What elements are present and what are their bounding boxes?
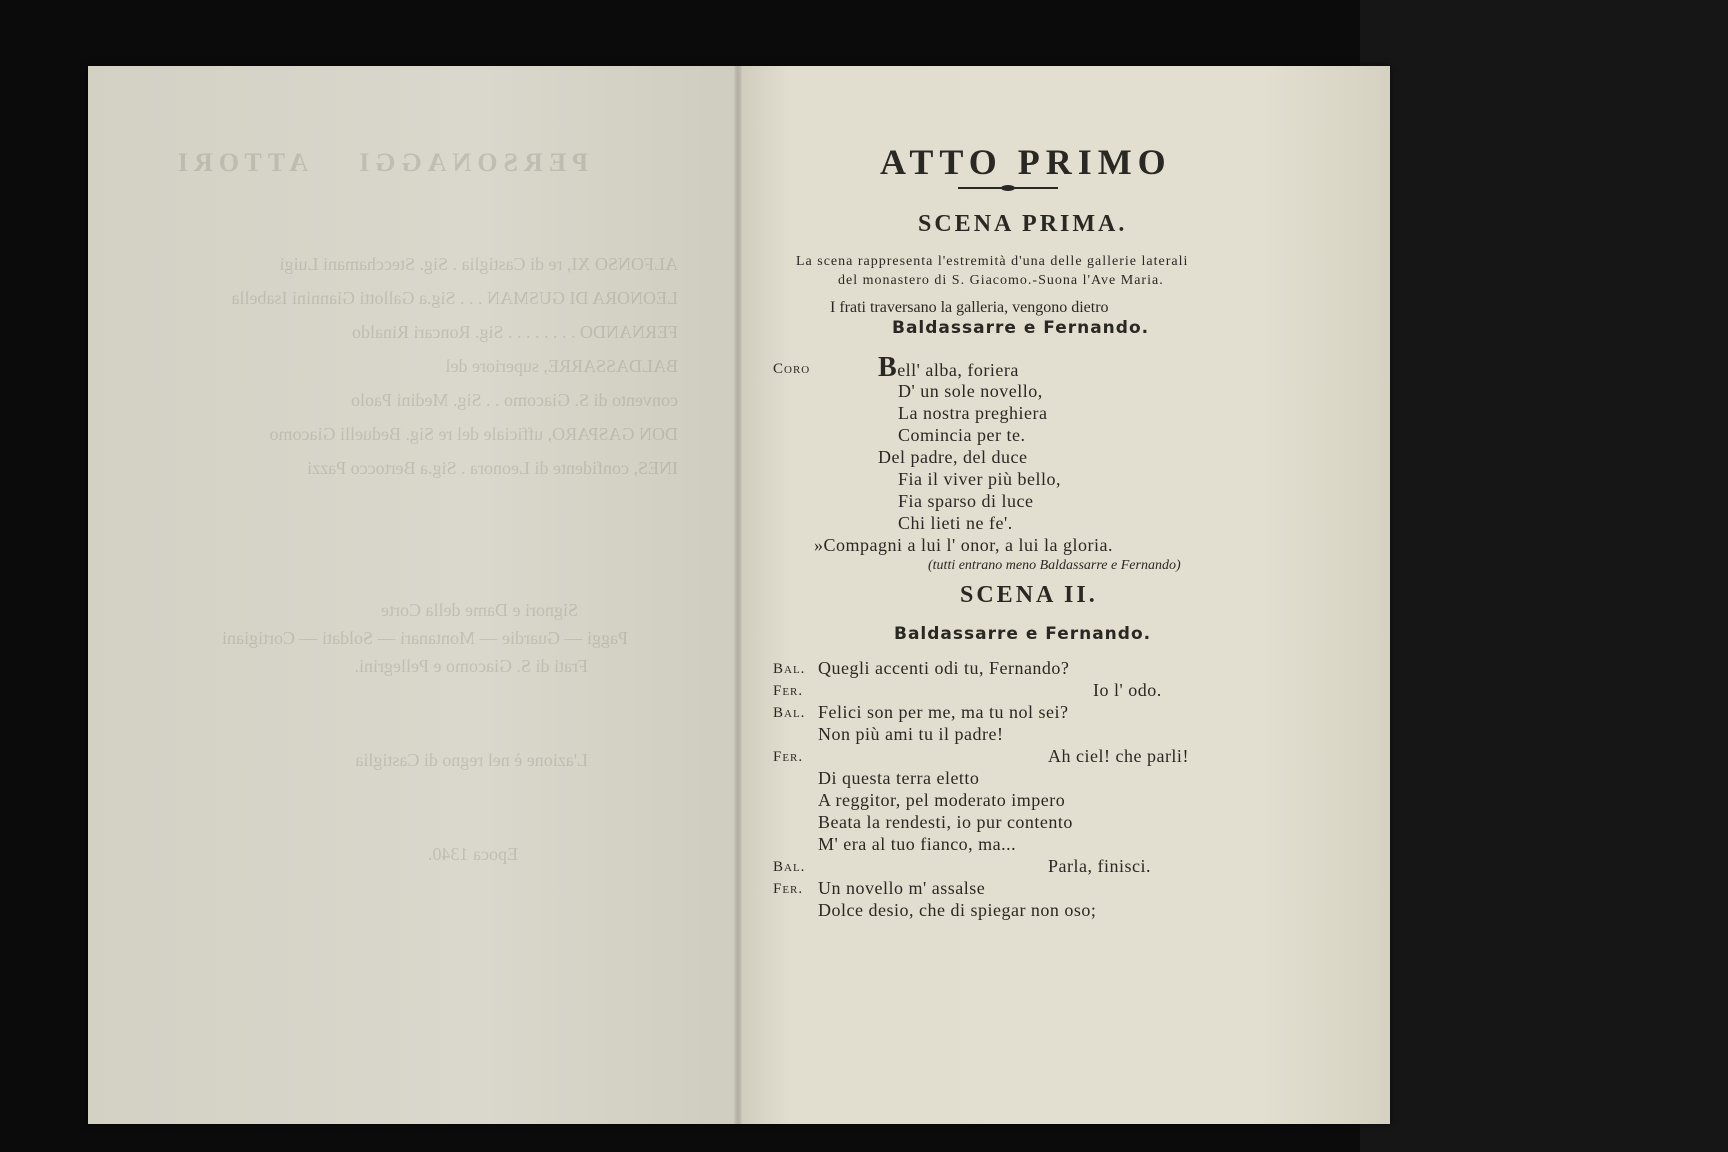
speaker-label: Bal. [773,705,806,721]
bleed-line: L'azione è nel regno di Castiglia [355,750,588,770]
bleed-line: INES, confidente di Leonora . Sig.a Bertocco Pazzi [307,458,678,478]
scene1-description-line1: La scena rappresenta l'estremità d'una delle gallerie laterali [796,254,1189,269]
dialogue-line: Felici son per me, ma tu nol sei? [818,702,1069,722]
bleed-header-attori: ATTORI [171,148,308,177]
bleed-header-personaggi: PERSONAGGI [353,148,588,177]
speaker-label: Bal. [773,661,806,677]
bleed-line: convento di S. Giacomo . . Sig. Medini Paolo [351,390,678,410]
dialogue-line: Beata la rendesti, io pur contento [818,812,1073,832]
bleed-line: ALFONSO XI, re di Castiglia . Sig. Stecchamani Luigi [279,254,678,274]
coro-line: Fia il viver più bello, [898,469,1061,489]
coro-first-line-text: ell' alba, foriera [897,360,1019,380]
dialogue-line: Dolce desio, che di spiegar non oso; [818,900,1097,920]
scene1-characters: Baldassarre e Fernando. [892,318,1150,338]
coro-line: Fia sparso di luce [898,491,1034,511]
speaker-label: Fer. [773,683,804,699]
scene1-title: SCENA PRIMA. [918,211,1128,237]
act-title: ATTO PRIMO [880,142,1172,182]
bleed-line: BALDASSARRE, superiore del [445,356,678,376]
bleed-line: DON GASPARO, ufficiale del re Sig. Beduelli Giacomo [269,424,678,444]
coro-first-line [878,352,1019,384]
coro-line: Comincia per te. [898,425,1026,445]
coro-line: Del padre, del duce [878,447,1028,467]
coro-line: »Compagni a lui l' onor, a lui la gloria. [814,535,1113,555]
right-page [738,66,1390,1124]
speaker-label: Bal. [773,859,806,875]
stage-direction: (tutti entrano meno Baldassarre e Fernando) [928,558,1181,573]
bleed-line: Frati di S. Giacomo e Pellegrini. [354,656,588,676]
speaker-label: Fer. [773,881,804,897]
open-book [88,66,1390,1124]
bleed-line: Paggi — Guardie — Montanari — Soldati — Cortigiani [222,628,628,648]
scene2-title: SCENA II. [960,582,1098,608]
dialogue-line: Quegli accenti odi tu, Fernando? [818,658,1070,678]
bleed-through-text [88,66,738,1124]
book-gutter [734,66,742,1124]
left-page [88,66,738,1124]
speaker-label: Fer. [773,749,804,765]
ornament-dot [1001,185,1015,191]
background [1360,0,1728,1152]
scene1-description-line2: del monastero di S. Giacomo.-Suona l'Ave Maria. [838,273,1164,288]
dialogue-line: Un novello m' assalse [818,878,986,898]
dialogue-line: Di questa terra eletto [818,768,980,788]
bleed-line: Signori e Dame della Corte [381,600,578,620]
drop-cap: B [878,352,898,383]
bleed-line: Epoca 1340. [428,844,518,864]
scene1-action: I frati traversano la galleria, vengono dietro [830,299,1109,316]
dialogue-line: Parla, finisci. [1048,856,1151,876]
dialogue-line: Ah ciel! che parli! [1048,746,1189,766]
scene2-characters: Baldassarre e Fernando. [894,624,1152,644]
dialogue-line: Non più ami tu il padre! [818,724,1004,744]
dialogue-line: Io l' odo. [1093,680,1162,700]
dialogue-line: M' era al tuo fianco, ma... [818,834,1017,854]
coro-line: La nostra preghiera [898,403,1048,423]
coro-line: Chi lieti ne fe'. [898,513,1013,533]
bleed-line: LEONORA DI GUSMAN . . . Sig.a Gallotti Giannini Isabella [231,288,678,308]
dialogue-line: A reggitor, pel moderato impero [818,790,1066,810]
speaker-label-coro: Coro [773,361,811,377]
coro-line: D' un sole novello, [898,381,1043,401]
bleed-line: FERNANDO . . . . . . . . Sig. Roncari Rinaldo [352,322,678,342]
